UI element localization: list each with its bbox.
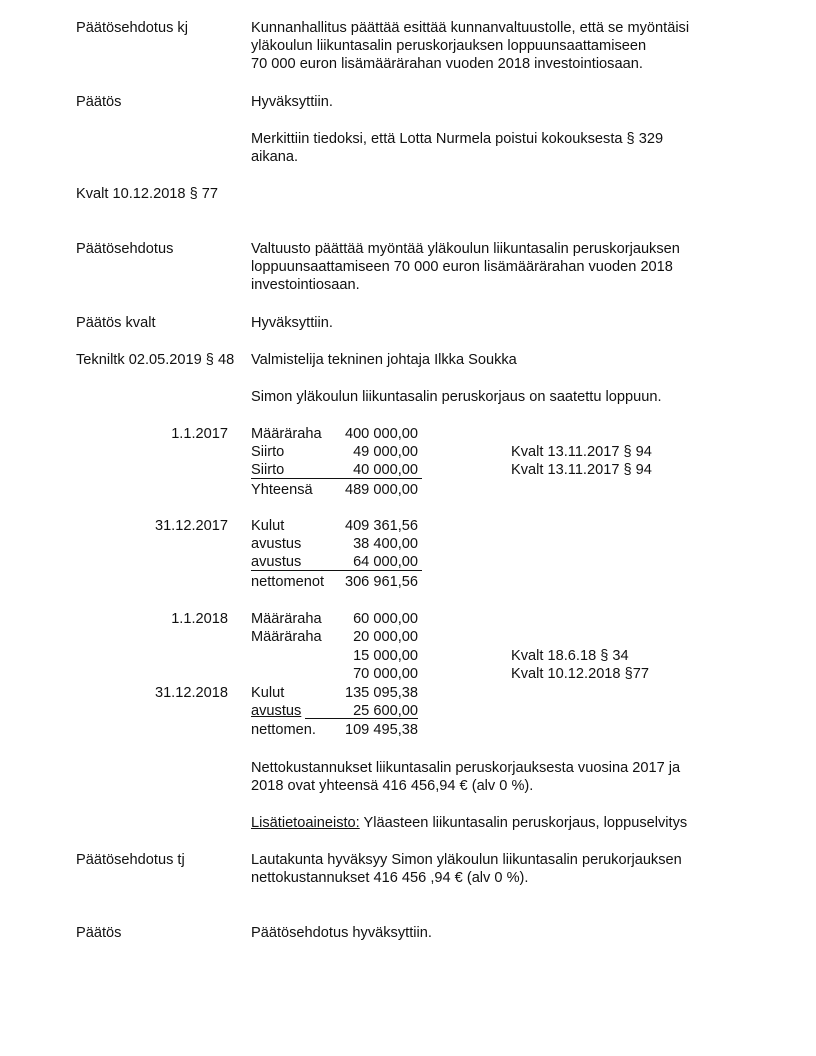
finance-amount: 109 495,38 (344, 722, 418, 738)
body-line: Kunnanhallitus päättää esittää kunnanvaltuustolle, että se myöntäisi (251, 20, 690, 36)
finance-amount: 489 000,00 (344, 482, 418, 498)
finance-amount: 135 095,38 (344, 685, 418, 701)
finance-amount: 60 000,00 (353, 611, 418, 627)
body-line: 70 000 euron lisämäärärahan vuoden 2018 investointiosaan. (251, 56, 643, 72)
body-line: Lautakunta hyväksyy Simon yläkoulun liikuntasalin perukorjauksen (251, 852, 682, 868)
finance-item: Kulut (251, 685, 285, 701)
finance-ref: Kvalt 10.12.2018 §77 (511, 666, 649, 682)
subtotal-rule (305, 718, 418, 719)
finance-item: Määräraha (251, 629, 322, 645)
finance-amount: 20 000,00 (353, 629, 418, 645)
finance-amount: 306 961,56 (344, 574, 418, 590)
subtotal-rule (251, 478, 422, 479)
finance-amount: 40 000,00 (353, 462, 418, 478)
body-line: Valtuusto päättää myöntää yläkoulun liikuntasalin peruskorjauksen (251, 241, 680, 257)
finance-item: nettomenot (251, 574, 325, 590)
body-line: investointiosaan. (251, 277, 360, 293)
finance-amount: 64 000,00 (353, 554, 418, 570)
attachment-text: Yläasteen liikuntasalin peruskorjaus, loppuselvitys (359, 815, 688, 831)
finance-item: avustus (251, 536, 302, 552)
finance-date: 31.12.2018 (154, 685, 228, 701)
body-line: Merkittiin tiedoksi, että Lotta Nurmela poistui kokouksesta § 329 (251, 131, 664, 147)
finance-date: 31.12.2017 (154, 518, 228, 534)
finance-item: Kulut (251, 518, 285, 534)
label-kvalt: Kvalt 10.12.2018 § 77 (76, 186, 218, 202)
finance-amount: 409 361,56 (344, 518, 418, 534)
finance-item: Siirto (251, 444, 285, 460)
finance-amount: 25 600,00 (353, 703, 418, 719)
body-line: Hyväksyttiin. (251, 315, 333, 331)
label-paatos-final: Päätös (76, 925, 122, 941)
body-line: loppuunsaattamiseen 70 000 euron lisämäärärahan vuoden 2018 (251, 259, 673, 275)
finance-item: Yhteensä (251, 482, 313, 498)
finance-item: avustus (251, 554, 302, 570)
body-line: yläkoulun liikuntasalin peruskorjauksen loppuunsaattamiseen (251, 38, 647, 54)
finance-amount: 400 000,00 (344, 426, 418, 442)
finance-ref: Kvalt 18.6.18 § 34 (511, 648, 629, 664)
finance-ref: Kvalt 13.11.2017 § 94 (511, 462, 652, 478)
finance-item: Määräraha (251, 426, 322, 442)
label-paatosehdotus: Päätösehdotus (76, 241, 174, 257)
subtotal-rule (251, 570, 422, 571)
label-paatos-kvalt: Päätös kvalt (76, 315, 156, 331)
label-paatosehdotus-tj: Päätösehdotus tj (76, 852, 185, 868)
body-line: nettokustannukset 416 456 ,94 € (alv 0 %). (251, 870, 529, 886)
finance-date: 1.1.2018 (171, 611, 228, 627)
finance-ref: Kvalt 13.11.2017 § 94 (511, 444, 652, 460)
attachment-label: Lisätietoaineisto: (251, 815, 360, 831)
body-line: aikana. (251, 149, 299, 165)
body-line: Hyväksyttiin. (251, 94, 333, 110)
finance-amount: 49 000,00 (353, 444, 418, 460)
attachment-note (251, 814, 687, 832)
finance-amount: 38 400,00 (353, 536, 418, 552)
summary-line: Nettokustannukset liikuntasalin peruskorjauksesta vuosina 2017 ja (251, 760, 681, 776)
summary-line: 2018 ovat yhteensä 416 456,94 € (alv 0 %). (251, 778, 534, 794)
label-paatos: Päätös (76, 94, 122, 110)
finance-amount: 70 000,00 (353, 666, 418, 682)
body-line: Valmistelija tekninen johtaja Ilkka Soukka (251, 352, 517, 368)
finance-item: nettomen. (251, 722, 316, 738)
body-line: Simon yläkoulun liikuntasalin peruskorjaus on saatettu loppuun. (251, 389, 662, 405)
label-tekniltk: Tekniltk 02.05.2019 § 48 (76, 352, 235, 368)
finance-amount: 15 000,00 (353, 648, 418, 664)
finance-item: Määräraha (251, 611, 322, 627)
finance-date: 1.1.2017 (171, 426, 228, 442)
finance-item: Siirto (251, 462, 285, 478)
label-paatosehdotus-kj: Päätösehdotus kj (76, 20, 188, 36)
finance-item: avustus (251, 703, 302, 719)
body-line: Päätösehdotus hyväksyttiin. (251, 925, 432, 941)
